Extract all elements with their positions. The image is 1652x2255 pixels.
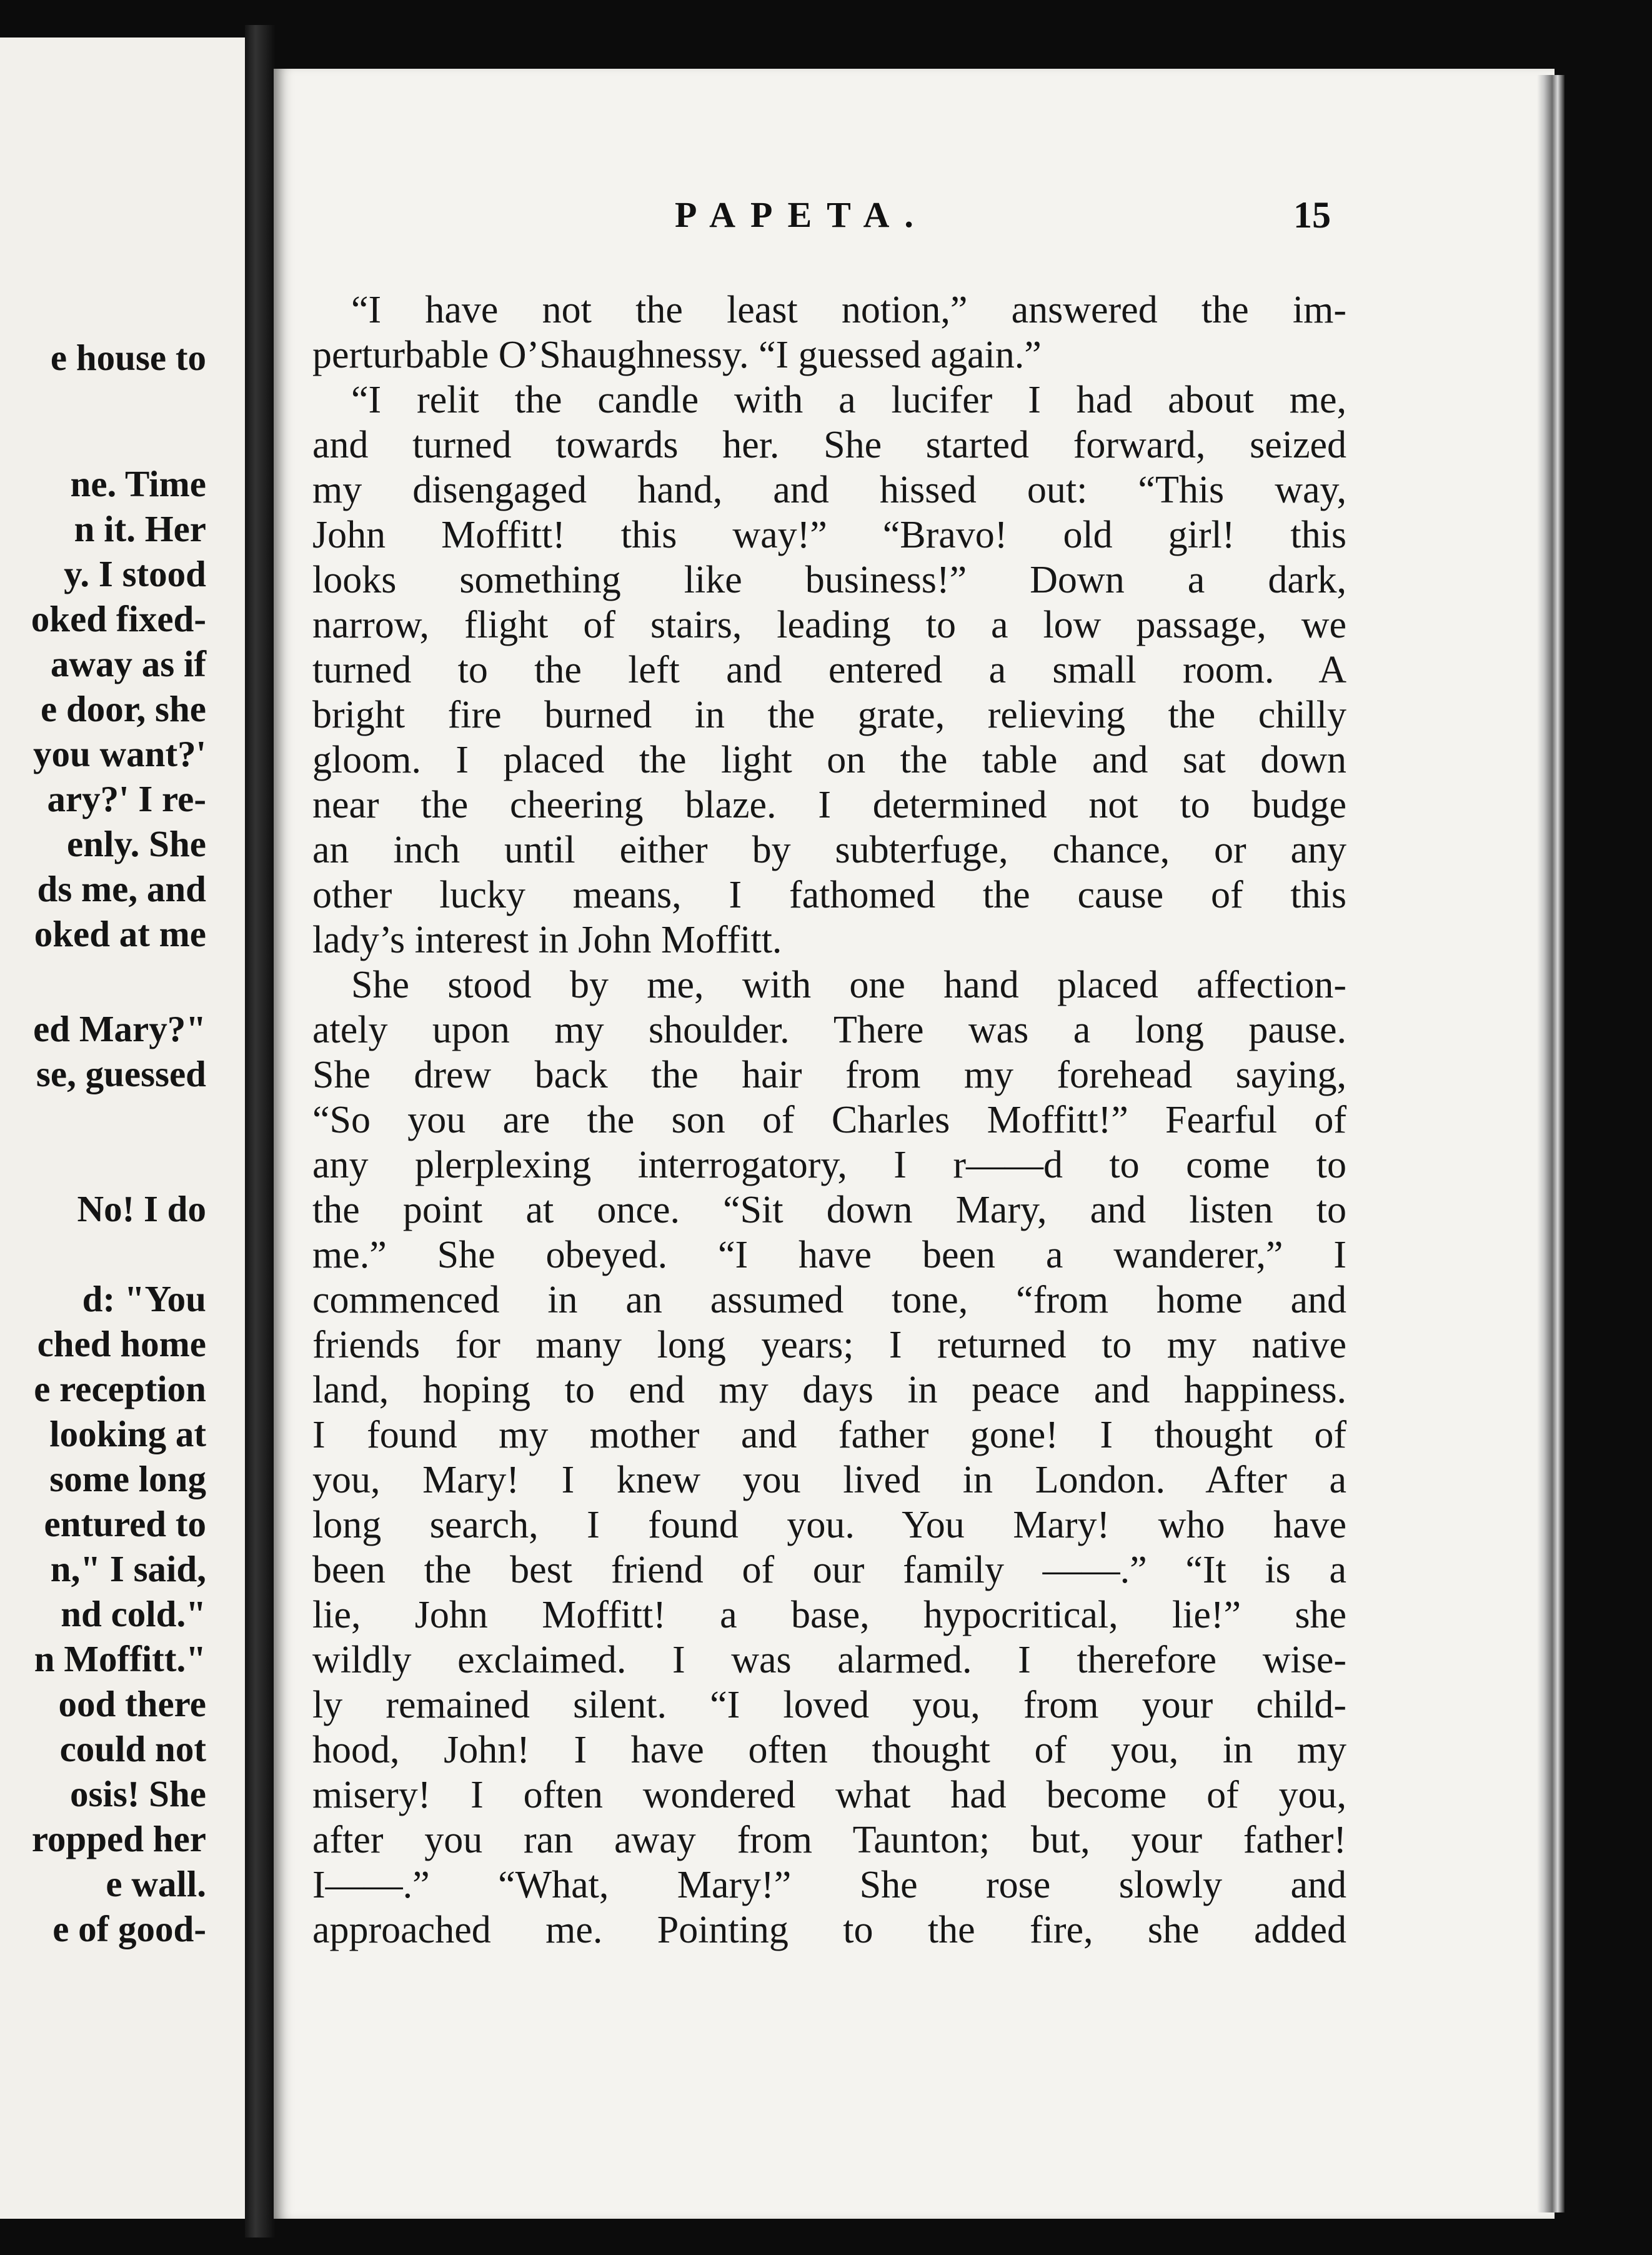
left-page-line: enly. She: [67, 823, 206, 864]
text-line: lie, John Moffitt! a base, hypocritical, lie!” she: [312, 1594, 1346, 1636]
text-line: John Moffitt! this way!” “Bravo! old girl! this: [312, 514, 1346, 556]
text-line: “I have not the least notion,” answered the im-: [351, 289, 1346, 331]
text-line: you, Mary! I knew you lived in London. After a: [312, 1459, 1346, 1501]
left-page-line: ched home: [37, 1323, 206, 1364]
text-line: I——.” “What, Mary!” She rose slowly and: [312, 1864, 1346, 1906]
left-page-line: n Moffitt.": [34, 1638, 206, 1679]
text-line: She drew back the hair from my forehead saying,: [312, 1054, 1346, 1096]
text-line: the point at once. “Sit down Mary, and listen to: [312, 1189, 1346, 1231]
text-line: commenced in an assumed tone, “from home and: [312, 1279, 1346, 1321]
left-page-line: se, guessed: [36, 1053, 206, 1094]
text-line: an inch until either by subterfuge, chance, or any: [312, 829, 1346, 871]
left-page-line: No! I do: [77, 1188, 206, 1229]
left-page-line: d: "You: [82, 1278, 206, 1319]
left-page-line: e reception: [34, 1368, 206, 1409]
text-line: near the cheering blaze. I determined not to budge: [312, 784, 1346, 826]
left-page-line: oked fixed-: [31, 598, 206, 639]
left-page-line: e house to: [50, 337, 206, 378]
left-page-line: entured to: [44, 1503, 206, 1544]
text-line: bright fire burned in the grate, relieving the chilly: [312, 694, 1346, 736]
text-line: misery! I often wondered what had become of you,: [312, 1774, 1346, 1816]
page-number: 15: [1293, 194, 1331, 236]
running-head: PAPETA.: [675, 194, 928, 235]
left-page-line: ds me, and: [37, 868, 206, 909]
left-page-line: looking at: [49, 1413, 206, 1454]
text-line: me.” She obeyed. “I have been a wanderer,” I: [312, 1234, 1346, 1276]
text-line: gloom. I placed the light on the table and sat down: [312, 739, 1346, 781]
left-page-line: osis! She: [69, 1773, 206, 1814]
text-line: hood, John! I have often thought of you, in my: [312, 1729, 1346, 1771]
left-page-line: n it. Her: [74, 508, 206, 549]
text-line: been the best friend of our family ——.” “It is a: [312, 1549, 1346, 1591]
text-line: after you ran away from Taunton; but, your father!: [312, 1819, 1346, 1861]
left-page-line: y. I stood: [64, 553, 206, 594]
left-page-line: e wall.: [106, 1863, 206, 1904]
left-page-line: ood there: [58, 1683, 206, 1724]
text-line: looks something like business!” Down a dark,: [312, 559, 1346, 601]
left-page-line: e of good-: [52, 1908, 206, 1949]
left-page-line: ary?' I re-: [47, 778, 206, 819]
left-page-line: ropped her: [31, 1818, 206, 1859]
text-line: wildly exclaimed. I was alarmed. I therefore wise-: [312, 1639, 1346, 1681]
left-page-line: ed Mary?": [33, 1008, 206, 1049]
left-page-line: ne. Time: [70, 463, 206, 504]
text-line: I found my mother and father gone! I thought of: [312, 1414, 1346, 1456]
left-page-line: oked at me: [34, 913, 206, 954]
left-page-line: away as if: [50, 643, 206, 684]
text-line: land, hoping to end my days in peace and happiness.: [312, 1369, 1346, 1411]
text-line: perturbable O’Shaughnessy. “I guessed again.”: [312, 334, 1042, 376]
text-line: narrow, flight of stairs, leading to a low passage, we: [312, 604, 1346, 646]
left-page-line: could not: [59, 1728, 206, 1769]
text-line: and turned towards her. She started forward, seized: [312, 424, 1346, 466]
text-line: “So you are the son of Charles Moffitt!” Fearful of: [312, 1099, 1346, 1141]
text-line: approached me. Pointing to the fire, she added: [312, 1909, 1346, 1951]
text-line: “I relit the candle with a lucifer I had about me,: [351, 379, 1346, 421]
left-page-line: n," I said,: [50, 1548, 206, 1589]
left-page-line: some long: [49, 1458, 206, 1499]
left-page-line: you want?': [32, 733, 206, 774]
left-page-line: nd cold.": [61, 1593, 206, 1634]
text-line: friends for many long years; I returned to my native: [312, 1324, 1346, 1366]
text-line: any plerplexing interrogatory, I r——d to come to: [312, 1144, 1346, 1186]
text-line: turned to the left and entered a small room. A: [312, 649, 1346, 691]
text-line: ately upon my shoulder. There was a long pause.: [312, 1009, 1346, 1051]
text-line: other lucky means, I fathomed the cause of this: [312, 874, 1346, 916]
text-line: long search, I found you. You Mary! who have: [312, 1504, 1346, 1546]
text-line: She stood by me, with one hand placed affection-: [351, 964, 1346, 1006]
text-line: lady’s interest in John Moffitt.: [312, 919, 782, 961]
text-line: my disengaged hand, and hissed out: “This way,: [312, 469, 1346, 511]
left-page-line: e door, she: [41, 688, 206, 729]
text-line: ly remained silent. “I loved you, from your child-: [312, 1684, 1346, 1726]
